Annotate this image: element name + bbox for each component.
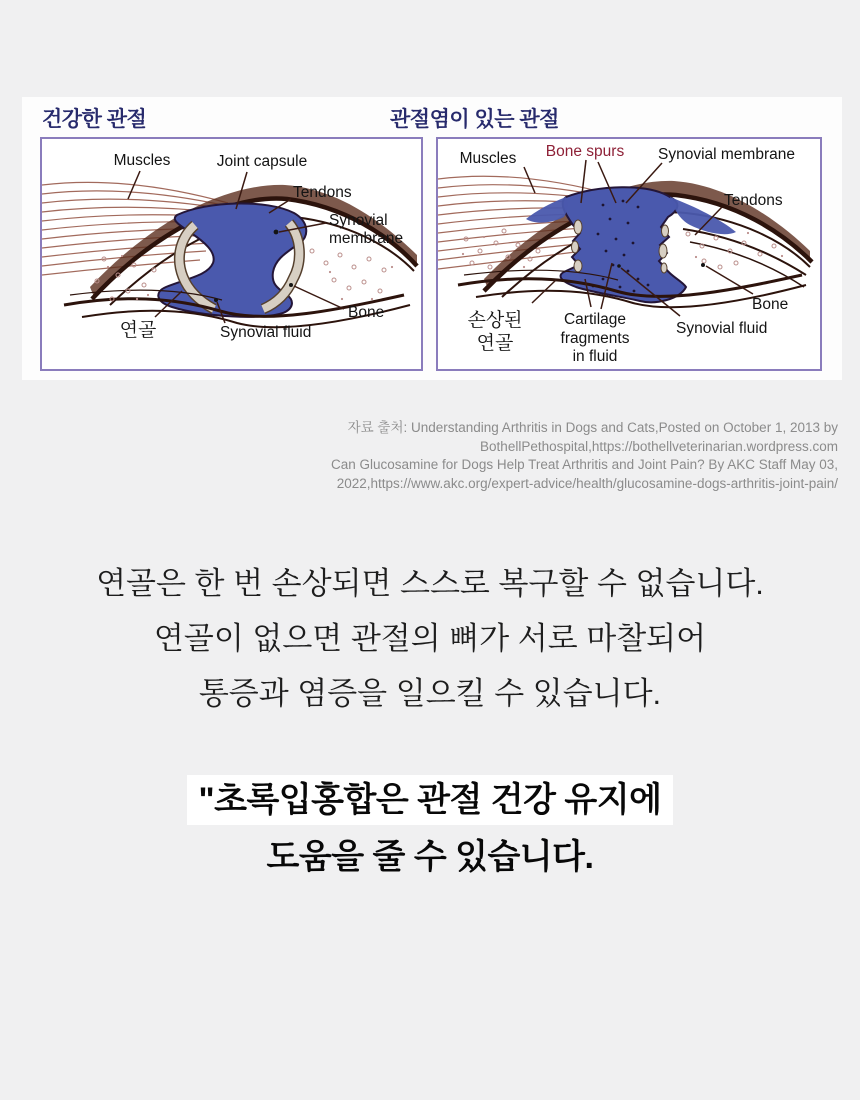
claim-text xyxy=(0,772,860,886)
label-tendons: Tendons xyxy=(724,192,783,209)
membrane-pointer-dot xyxy=(274,230,279,235)
bone-pointer-dot xyxy=(701,263,705,267)
arthritic-joint-title: 관절염이 있는 관절 xyxy=(390,108,559,131)
label-damaged-cartilage-2: 연골 xyxy=(476,333,514,354)
label-synovial-membrane-2: membrane xyxy=(329,230,404,247)
label-cartilage-fragments-2: fragments xyxy=(560,330,630,347)
label-synovial-membrane: Synovial membrane xyxy=(658,146,795,163)
label-damaged-cartilage-1: 손상된 xyxy=(467,310,523,331)
label-bone-spurs: Bone spurs xyxy=(545,143,625,160)
citation-line: 자료 출처: Understanding Arthritis in Dogs and Cats,Posted on October 1, 2013 by xyxy=(347,420,838,435)
label-synovial-fluid: Synovial fluid xyxy=(676,320,768,337)
body-text-line: 연골은 한 번 손상되면 스스로 복구할 수 없습니다. xyxy=(96,566,764,601)
citation-line: BothellPethospital,https://bothellveterinarian.wordpress.com xyxy=(480,438,838,454)
label-cartilage-ko: 연골 xyxy=(119,320,157,341)
arthritic-joint-illustration xyxy=(438,139,820,369)
synovial-fluid-region xyxy=(561,187,686,302)
label-tendons: Tendons xyxy=(293,184,352,201)
label-muscles: Muscles xyxy=(459,150,517,167)
label-cartilage-fragments-1: Cartilage xyxy=(563,311,627,328)
arthritic-joint-diagram xyxy=(436,137,822,371)
citation-line: 2022,https://www.akc.org/expert-advice/health/glucosamine-dogs-arthritis-joint-pain/ xyxy=(336,475,838,491)
label-cartilage-fragments-3: in fluid xyxy=(572,348,618,365)
body-text xyxy=(0,556,860,721)
healthy-joint-title: 건강한 관절 xyxy=(42,108,147,131)
label-muscles: Muscles xyxy=(113,152,171,169)
fluid-pointer-dot xyxy=(214,298,218,302)
claim-line-1: "초록입홍합은 관절 건강 유지에 xyxy=(187,775,674,825)
joint-comparison-panel xyxy=(22,97,842,380)
label-synovial-membrane-1: Synovial xyxy=(329,212,388,229)
body-text-line: 연골이 없으면 관절의 뼈가 서로 마찰되어 xyxy=(153,621,707,656)
citation-line: Can Glucosamine for Dogs Help Treat Arthritis and Joint Pain? By AKC Staff May 03, xyxy=(331,457,838,472)
claim-line-2: 도움을 줄 수 있습니다. xyxy=(266,838,594,876)
body-text-line: 통증과 염증을 일으킬 수 있습니다. xyxy=(198,676,662,711)
claim-line-1-wrap xyxy=(0,772,860,829)
label-bone: Bone xyxy=(752,296,789,313)
label-bone: Bone xyxy=(348,304,385,321)
fluid-pointer-dot xyxy=(617,264,621,268)
healthy-joint-diagram xyxy=(40,137,423,371)
bone-pointer-dot xyxy=(289,283,293,287)
label-joint-capsule: Joint capsule xyxy=(216,153,308,170)
label-synovial-fluid: Synovial fluid xyxy=(220,324,312,341)
source-citation xyxy=(331,419,838,493)
healthy-joint-illustration xyxy=(42,139,421,369)
